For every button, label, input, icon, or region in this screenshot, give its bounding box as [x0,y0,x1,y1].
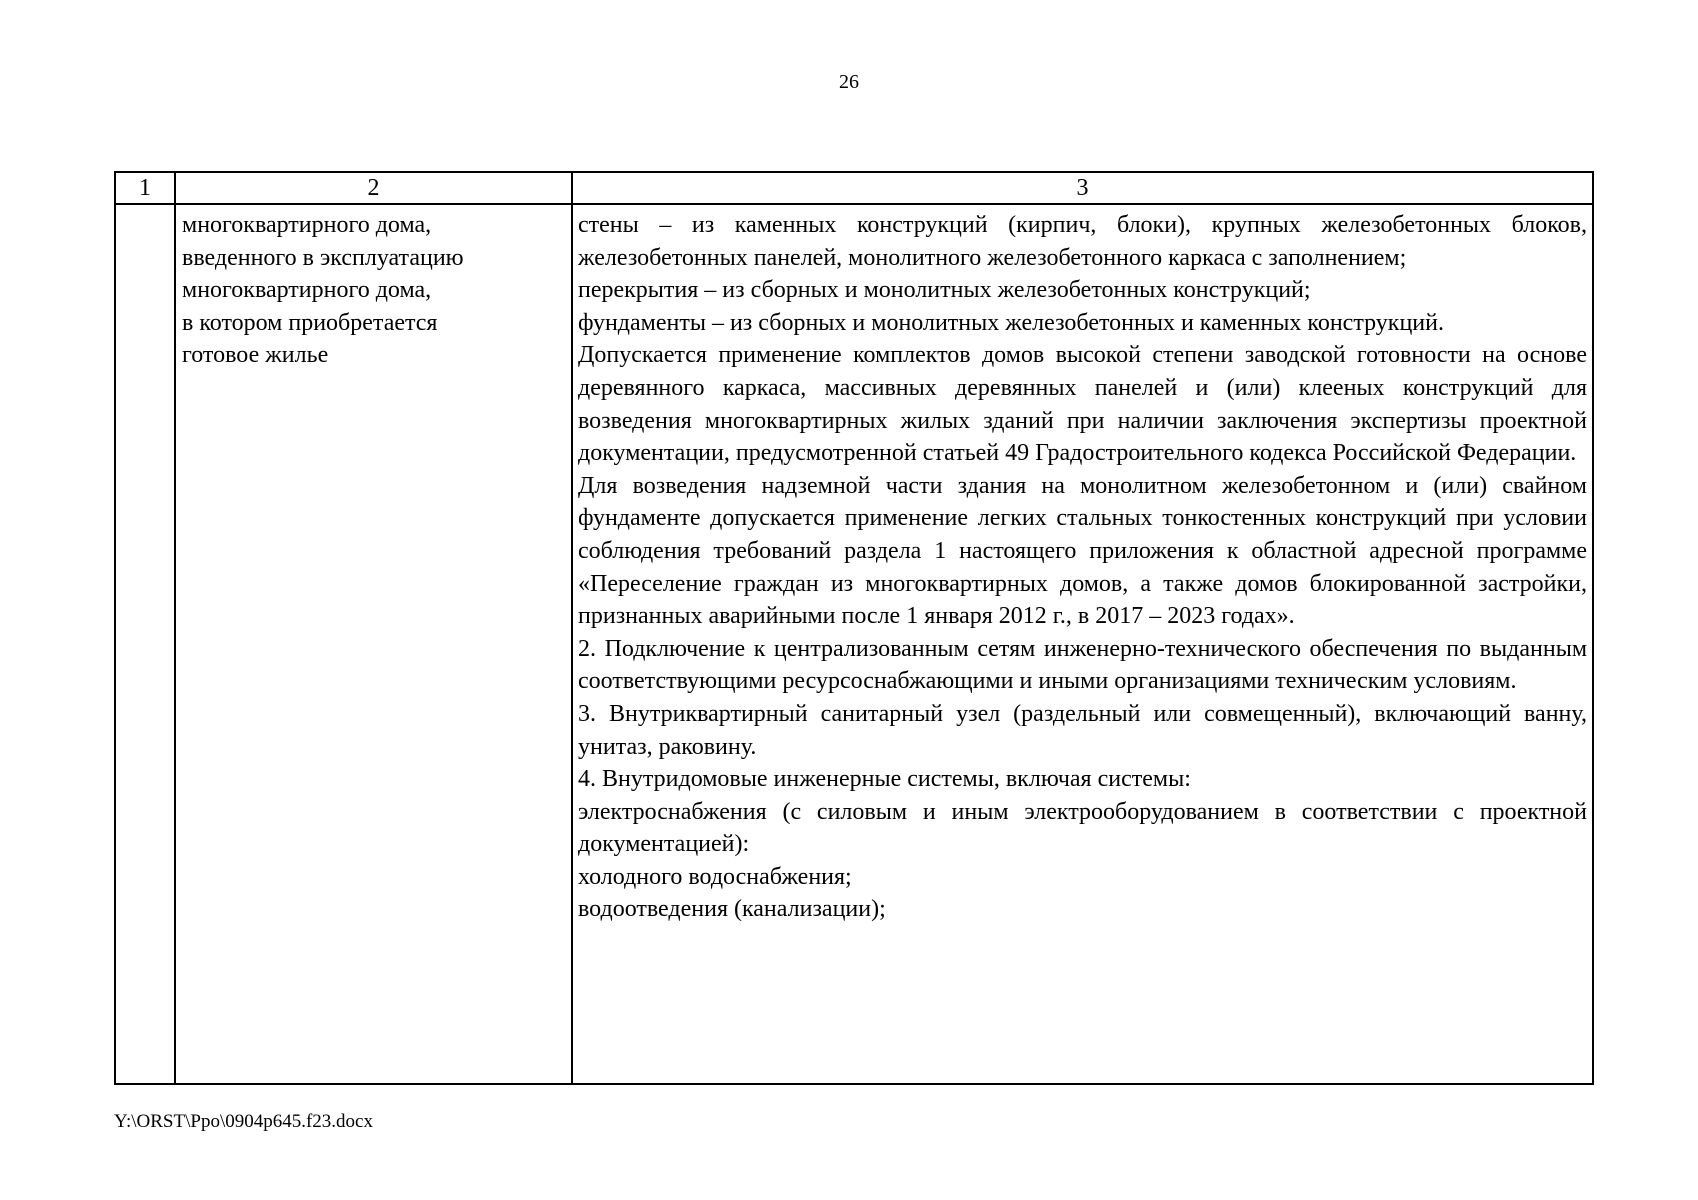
document-table [114,171,1594,1085]
paragraph-foundations: фундаменты – из сборных и монолитных железобетонных и каменных конструкций. [578,309,1444,336]
paragraph-sanitary-unit: 3. Внутриквартирный санитарный узел (раздельный или совмещенный), включающий ванну, унитаз, раковину. [578,700,1587,760]
header-cell-1: 1 [115,172,175,204]
col2-line: в котором приобретается [182,309,438,336]
object-description [176,205,571,372]
cell-col1 [115,204,175,1084]
requirements-text [573,205,1592,926]
paragraph-engineering-systems: 4. Внутридомовые инженерные системы, включая системы: [578,766,1191,793]
col2-line: готовое жилье [182,342,329,369]
footer-file-path: Y:\ORST\Ppo\0904p645.f23.docx [114,1111,373,1132]
col2-line: многоквартирного дома, [182,212,432,238]
paragraph-cold-water: холодного водоснабжения; [578,863,852,890]
paragraph-wooden-houses: Допускается применение комплектов домов высокой степени заводской готовности на основе деревянного каркаса, массивных деревянных панелей и (или) клееных конструкций для возведения многоквартирных жилых зданий при наличии заключения экспертизы проектной документации, предусмотренной статьей 49 Градостроительного кодекса Российской Федерации. [578,342,1587,467]
header-cell-2: 2 [175,172,572,204]
header-cell-3: 3 [572,172,1593,204]
paragraph-steel-structures: Для возведения надземной части здания на монолитном железобетонном и (или) свайном фундаменте допускается применение легких стальных тонкостенных конструкций при условии соблюдения требований раздела 1 настоящего приложения к областной адресной программе «Переселение граждан из многоквартирных домов, а также домов блокированной застройки, признанных аварийными после 1 января 2012 г., в 2017 – 2023 годах». [578,472,1587,630]
paragraph-sewerage: водоотведения (канализации); [578,896,886,923]
paragraph-walls: стены – из каменных конструкций (кирпич, блоки), крупных железобетонных блоков, железобетонных панелей, монолитного железобетонного каркаса с заполнением; [578,212,1587,271]
paragraph-utility-connection: 2. Подключение к централизованным сетям инженерно-технического обеспечения по выданным соответствующими ресурсоснабжающими и иными организациями техническим условиям. [578,635,1587,695]
cell-col3 [572,204,1593,1084]
table-header-row [115,172,1593,204]
cell-col2 [175,204,572,1084]
col2-line: введенного в эксплуатацию [182,244,464,271]
table-row [115,204,1593,1084]
paragraph-floors: перекрытия – из сборных и монолитных железобетонных конструкций; [578,277,1311,304]
paragraph-electricity: электроснабжения (с силовым и иным электрооборудованием в соответствии с проектной документацией): [578,798,1587,858]
col2-line: многоквартирного дома, [182,277,432,304]
page-number: 26 [839,71,859,93]
